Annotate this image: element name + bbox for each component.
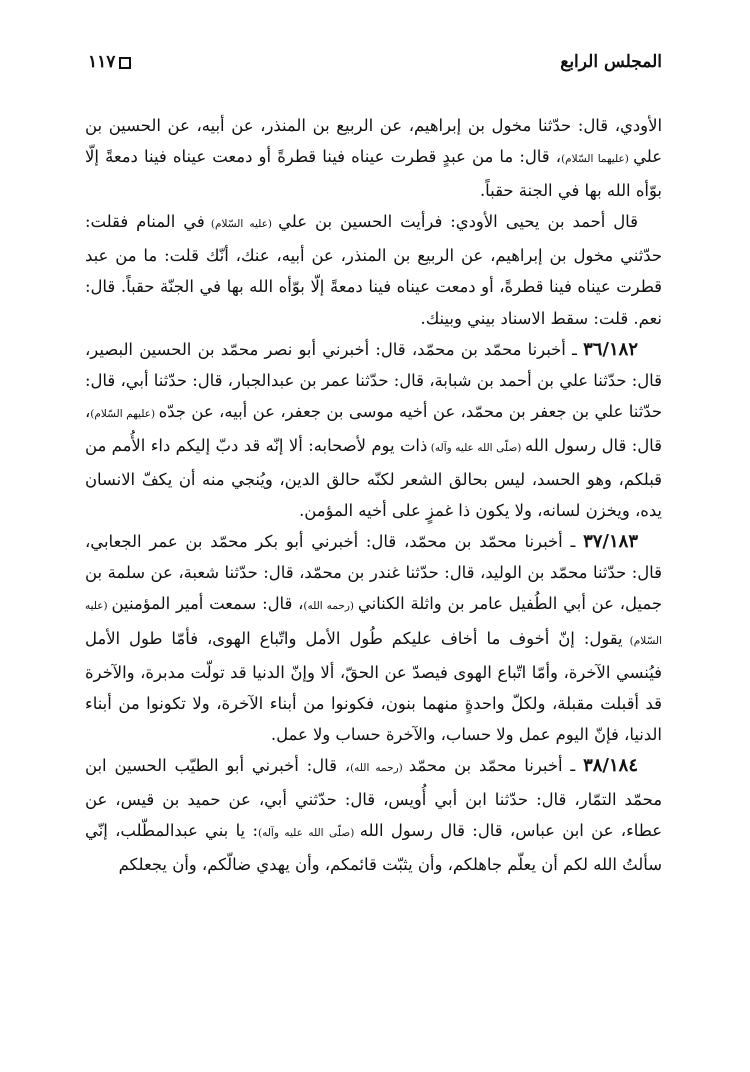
running-title: المجلس الرابع — [560, 52, 662, 72]
honorific: (صلّى الله عليه وآله) — [427, 441, 525, 454]
text-run: ـ أخبرنا محمّد بن محمّد، قال: أخبرني أبو نصر محمّد بن الحسين البصير، قال: حدّثنا علي بن أحمد بن شبابة، قال: حدّثنا عمر بن عبدالجبار، قال: حدّثنا أبي، قال: حدّثنا علي بن جعفر بن محمّد، عن أخيه موسى بن جعفر، عن أبيه، عن جدّه — [85, 339, 662, 421]
hadith-number: ٣٧/١٨٣ — [583, 531, 638, 553]
page-number — [88, 52, 131, 72]
text-run: ذات يوم لأصحابه: ألا إنّه قد دبّ إليكم داء الأُمم من قبلكم، وهو الحسد، ليس بحالق الشعر لكنّه حالق الدين، ويُنجي منه أن يكفّ الانسان يده، ويخزن لسانه، ولا يكون ذا غمزٍ على أخيه المؤمن. — [85, 435, 662, 521]
text-run: الأودي، قال: حدّثنا مخول بن إبراهيم، عن الربيع بن المنذر، عن أبيه، عن الحسين بن علي — [85, 116, 662, 167]
text-run: ، قال: قال رسول الله — [85, 401, 662, 455]
text-run: ، قال: سمعت أمير المؤمنين — [111, 594, 304, 614]
hadith-number: ٣٦/١٨٢ — [583, 338, 638, 360]
paragraph — [85, 526, 662, 750]
paragraph — [85, 750, 662, 880]
honorific: (عليهما السّلام) — [561, 153, 634, 166]
honorific: (عليه السّلام) — [85, 600, 663, 647]
text-run: قال أحمد بن يحيى الأودي: فرأيت الحسين بن علي — [278, 212, 639, 232]
text-run: يقول: إنّ أخوف ما أخاف عليكم طُول الأمل واتّباع الهوى، فأمّا طول الأمل فيُنسي الآخرة، وأمّا اتّباع الهوى فيصدّ عن الحقّ، ألا وإنّ الدنيا قد تولّت مدبرة، والآخرة قد أقبلت مقبلة، ولكلّ واحدةٍ منهما بنون، فكونوا من أبناء الآخرة، ولا تكونوا من أبناء الدنيا، فإنّ اليوم عمل ولا حساب، والآخرة حساب ولا عمل. — [85, 628, 662, 744]
paragraph — [85, 206, 662, 333]
page-number-value: ١١٧ — [88, 52, 116, 72]
text-run: : يا بني عبدالمطّلب، إنّي سألتُ الله لكم أن يعلّم جاهلكم، وأن يثبّت قائمكم، وأن يهدي ضالّكم، وأن يجعلكم — [85, 821, 662, 875]
honorific: (رحمه الله) — [350, 761, 409, 774]
honorific: (صلّى الله عليه وآله) — [257, 827, 360, 840]
text-body — [85, 110, 662, 880]
honorific: (رحمه الله) — [303, 600, 358, 613]
text-run: ـ أخبرنا محمّد بن محمّد — [408, 755, 584, 775]
text-run: في المنام فقلت: حدّثني مخول بن إبراهيم، عن الربيع بن المنذر، عن أبيه، عنك، أنّك قلت: ما من عبد قطرت عيناه فينا قطرةً، أو دمعت عيناه فينا دمعةً إلّا بوّأه الله بها في الجنّة حقباً. قال: نعم. قلت: سقط الاسناد بيني وبينك. — [85, 212, 662, 328]
text-run: ـ أخبرنا محمّد بن محمّد، قال: أخبرني أبو بكر محمّد بن عمر الجعابي، قال: حدّثنا محمّد بن الوليد، قال: حدّثنا غندر بن محمّد، قال: حدّثنا شعبة، عن سلمة بن جميل، عن أبي الطُفيل عامر بن واثلة الكناني — [85, 532, 662, 614]
square-ornament-icon — [119, 57, 131, 69]
honorific: (عليهم السّلام) — [90, 407, 159, 420]
paragraph — [85, 334, 662, 527]
text-run: ، قال: ما من عبدٍ قطرت عيناه فينا قطرةً أو دمعت عيناه فينا دمعةً إلّا بوّأه الله بها في الجنة حقباً. — [85, 147, 662, 201]
text-run: ، قال: أخبرني أبو الطيّب الحسين ابن محمّد التمّار، قال: حدّثنا ابن أبي أُويس، قال: حدّثني أبي، عن حميد بن قيس، عن عطاء، عن ابن عباس، قال: قال رسول الله — [85, 755, 662, 841]
paragraph — [85, 110, 662, 206]
honorific: (عليه السّلام) — [204, 218, 279, 231]
hadith-number: ٣٨/١٨٤ — [583, 754, 638, 776]
page-header — [88, 52, 662, 82]
